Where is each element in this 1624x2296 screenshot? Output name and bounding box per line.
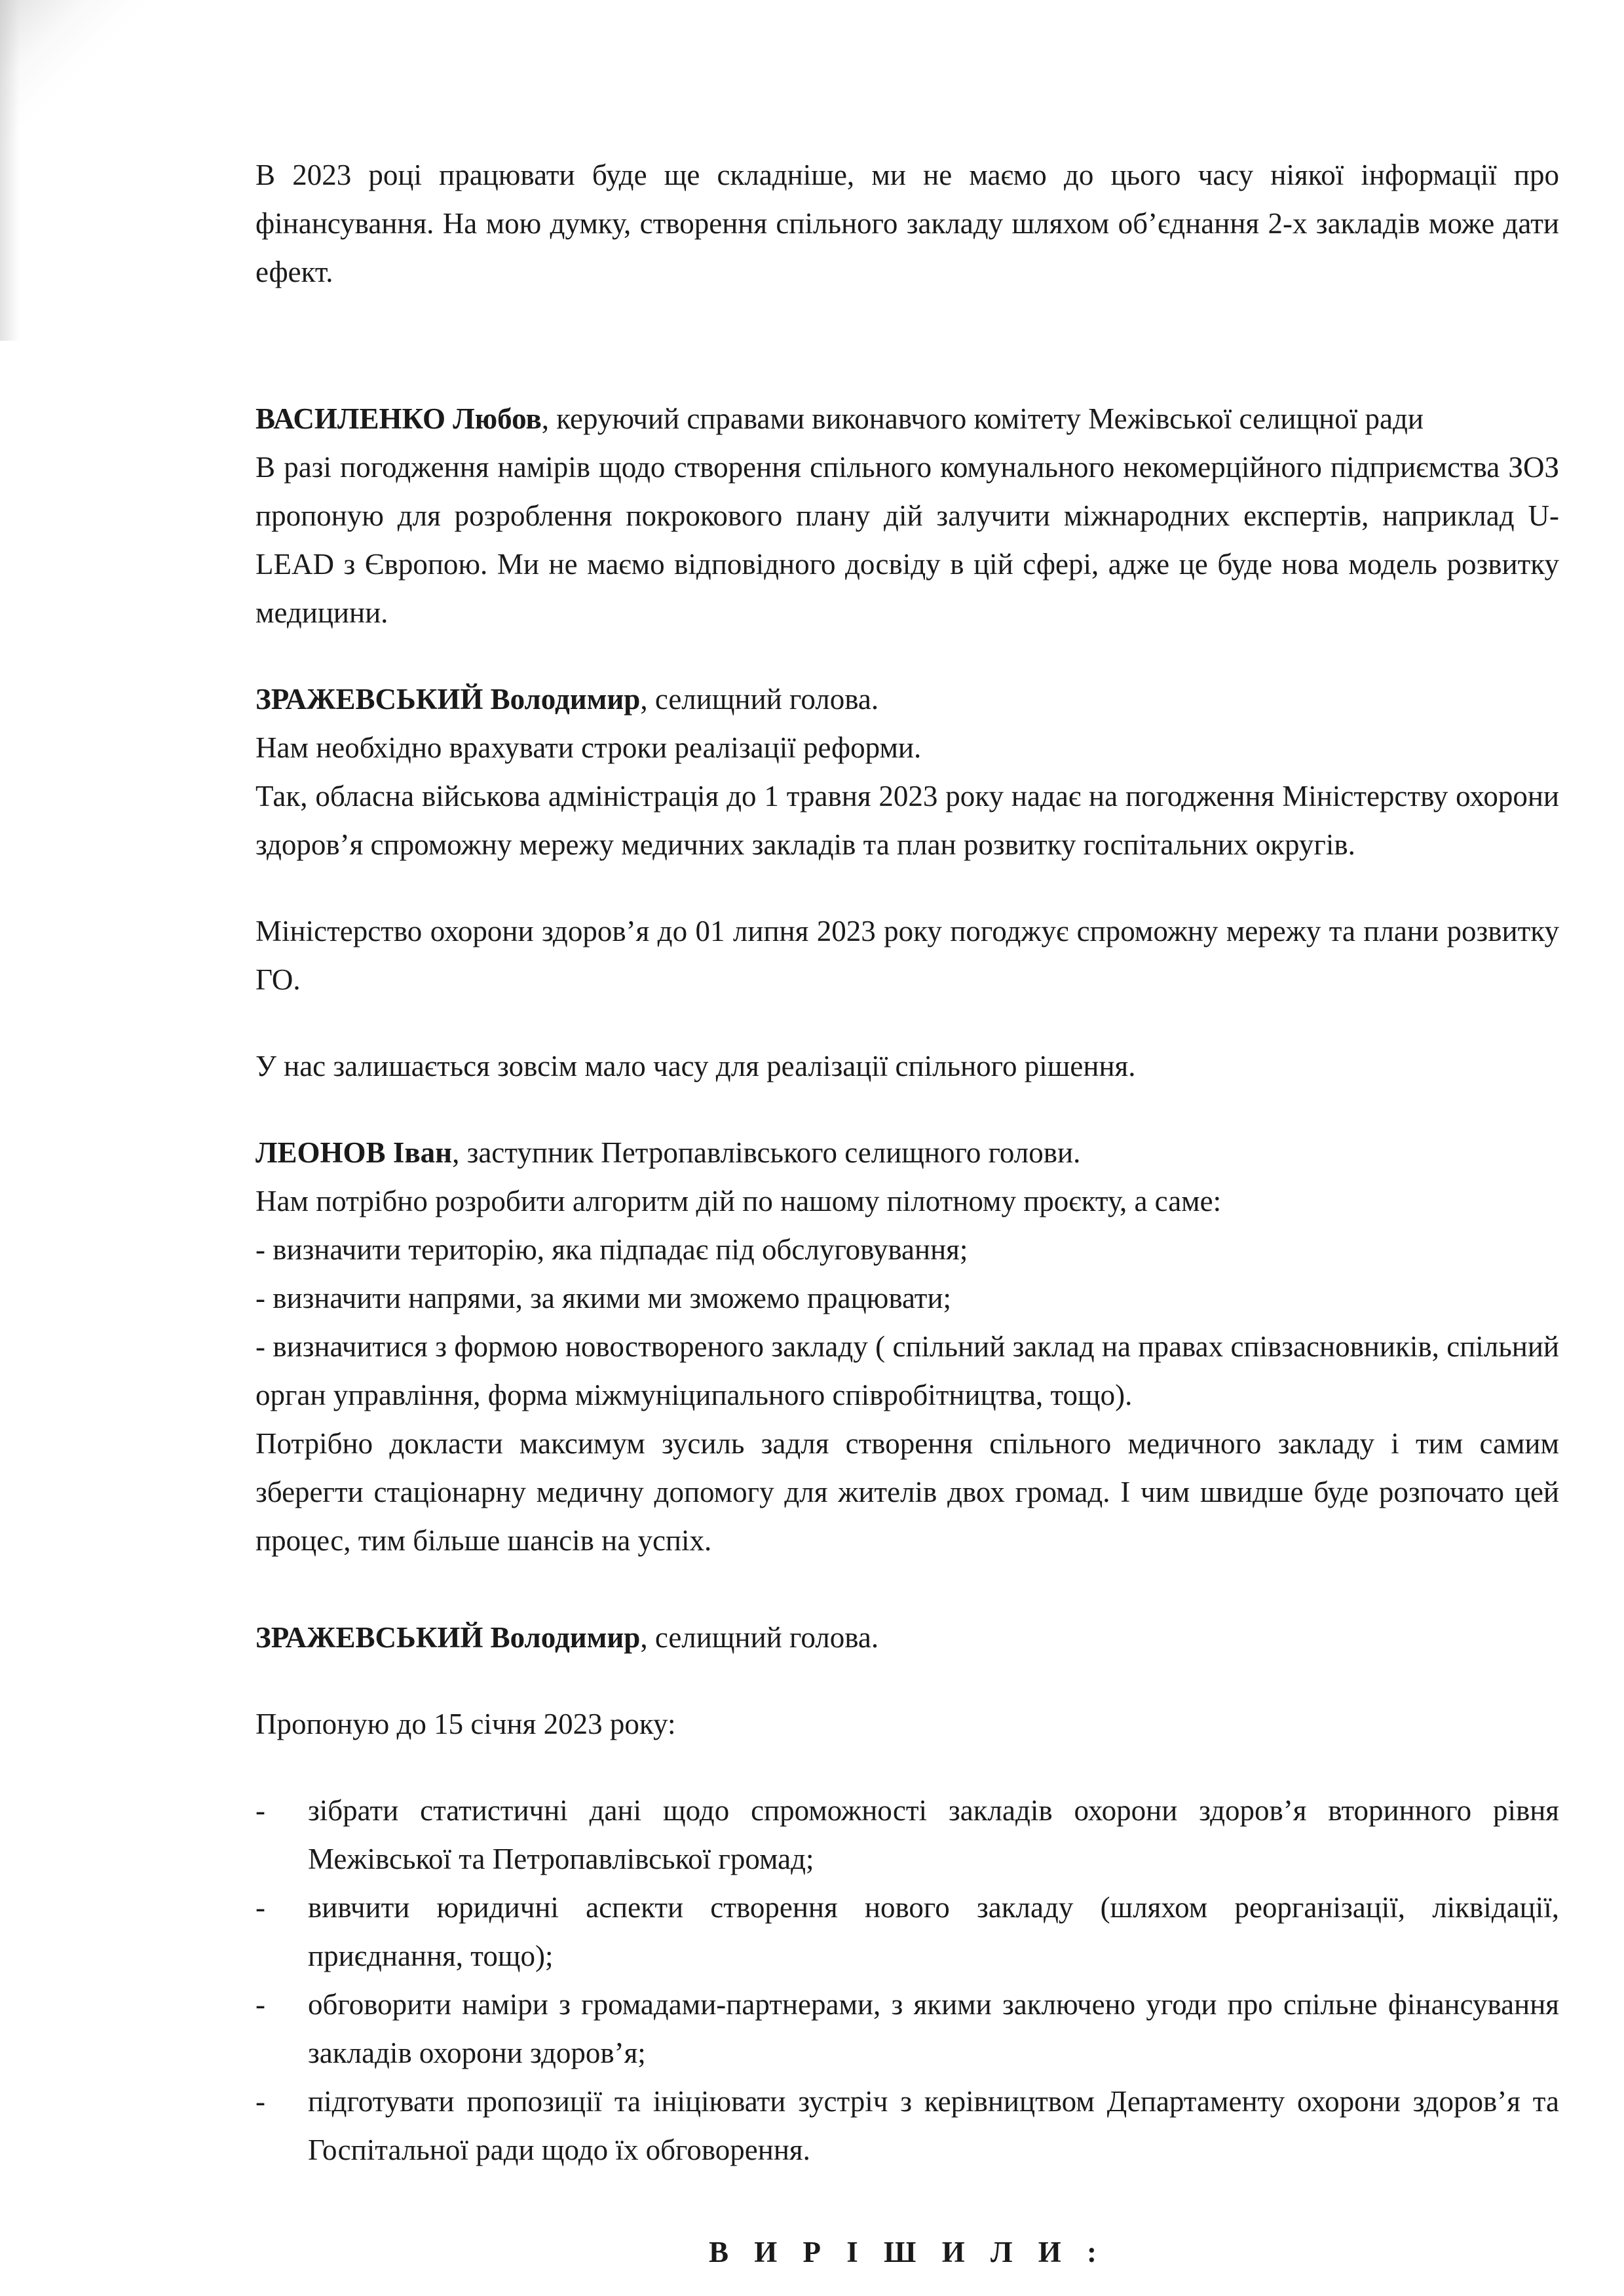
speech-line: - визначити напрями, за якими ми зможемо працювати; xyxy=(255,1282,952,1314)
speech-paragraph: У нас залишається зовсім мало часу для реалізації спільного рішення. xyxy=(255,1050,1136,1082)
speaker-role: , керуючий справами виконавчого комітету Межівської селищної ради xyxy=(541,402,1424,435)
speaker-role: , селищний голова. xyxy=(640,1621,879,1654)
speaker-line xyxy=(255,675,1559,723)
list-item: - обговорити наміри з громадами-партнерами, з якими заключено угоди про спільне фінансування закладів охорони здоров’я; xyxy=(255,1980,1559,2077)
document-page xyxy=(255,151,1559,2276)
proposal-list xyxy=(255,1786,1559,2174)
speech-line: Нам потрібно розробити алгоритм дій по нашому пілотному проєкту, а саме: xyxy=(255,1185,1222,1217)
speaker-role: , заступник Петропавлівського селищного голови. xyxy=(452,1136,1081,1169)
list-item: - підготувати пропозиції та ініціювати зустріч з керівництвом Департаменту охорони здоров’я та Госпітальної ради щодо їх обговорення. xyxy=(255,2077,1559,2174)
speech-line: Нам необхідно врахувати строки реалізації реформи. xyxy=(255,731,922,764)
speaker-line xyxy=(255,394,1559,443)
speaker-role: , селищний голова. xyxy=(640,683,879,716)
list-item: - вивчити юридичні аспекти створення нового закладу (шляхом реорганізації, ліквідації, приєднання, тощо); xyxy=(255,1883,1559,1980)
proposal-line: Пропоную до 15 січня 2023 року: xyxy=(255,1708,676,1740)
list-item: - зібрати статистичні дані щодо спроможності закладів охорони здоров’я вторинного рівня Межівської та Петропавлівської громад; xyxy=(255,1786,1559,1883)
scan-shadow xyxy=(0,0,197,275)
speech-line: Потрібно докласти максимум зусиль задля створення спільного медичного закладу і тим самим зберегти стаціонарну медичну допомогу для жителів двох громад. І чим швидше буде розпочато цей процес, тим більше шансів на успіх. xyxy=(255,1427,1559,1557)
speech-paragraph: В разі погодження намірів щодо створення спільного комунального некомерційного підприємства ЗОЗ пропоную для розроблення покрокового плану дій залучити міжнародних експертів, наприклад U-LEAD з Європою. Ми не маємо відповідного досвіду в цій сфері, адже це буде нова модель розвитку медицини. xyxy=(255,451,1559,629)
intro-paragraph: В 2023 році працювати буде ще складніше, ми не маємо до цього часу ніякої інформації про фінансування. На мою думку, створення спільного закладу шляхом об’єднання 2-х закладів може дати ефект. xyxy=(255,159,1559,288)
speaker-name: ЛЕОНОВ Іван xyxy=(255,1136,453,1169)
speech-line: Так, обласна військова адміністрація до 1 травня 2023 року надає на погодження Міністерству охорони здоров’я спроможну мережу медичних закладів та план розвитку госпітальних округів. xyxy=(255,780,1559,861)
speaker-name: ЗРАЖЕВСЬКИЙ Володимир xyxy=(255,683,641,716)
speaker-name: ЗРАЖЕВСЬКИЙ Володимир xyxy=(255,1621,641,1654)
speaker-line xyxy=(255,1128,1559,1177)
decision-heading: В И Р І Ш И Л И : xyxy=(709,2236,1106,2268)
speech-line: - визначитися з формою новоствореного закладу ( спільний заклад на правах співзасновників, спільний орган управління, форма міжмуніципального співробітництва, тощо). xyxy=(255,1330,1559,1411)
speaker-line xyxy=(255,1613,1559,1662)
scan-edge xyxy=(0,0,20,341)
speech-line: - визначити територію, яка підпадає під обслуговування; xyxy=(255,1233,968,1266)
speaker-name: ВАСИЛЕНКО Любов xyxy=(255,402,542,435)
speech-paragraph: Міністерство охорони здоров’я до 01 липня 2023 року погоджує спроможну мережу та плани розвитку ГО. xyxy=(255,915,1559,996)
